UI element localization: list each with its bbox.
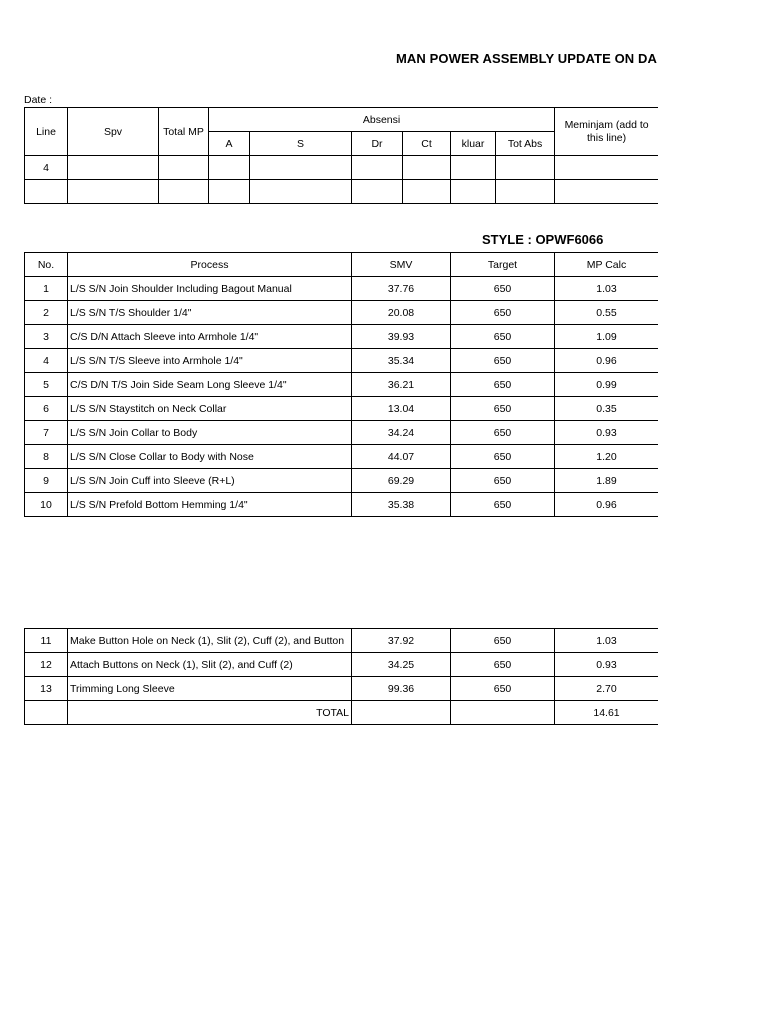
cell-ct[interactable]	[403, 180, 451, 204]
cell-smv[interactable]: 44.07	[352, 445, 451, 469]
cell-process[interactable]: Attach Buttons on Neck (1), Slit (2), and Cuff (2)	[68, 653, 352, 677]
cell-target[interactable]: 650	[451, 373, 555, 397]
cell-smv[interactable]: 20.08	[352, 301, 451, 325]
cell-total-mp[interactable]	[159, 180, 209, 204]
cell-no[interactable]: 6	[25, 397, 68, 421]
cell-process[interactable]: Make Button Hole on Neck (1), Slit (2), Cuff (2), and Button	[68, 629, 352, 653]
cell-process[interactable]: L/S S/N Join Shoulder Including Bagout Manual	[68, 277, 352, 301]
table-row	[25, 493, 659, 517]
table-row	[25, 421, 659, 445]
cell-process[interactable]: L/S S/N T/S Shoulder 1/4"	[68, 301, 352, 325]
cell-line[interactable]: 4	[25, 156, 68, 180]
cell-target[interactable]: 650	[451, 277, 555, 301]
cell-total-mp[interactable]	[159, 156, 209, 180]
cell-s[interactable]	[250, 180, 352, 204]
cell-no[interactable]: 1	[25, 277, 68, 301]
cell-tot-abs[interactable]	[496, 156, 555, 180]
cell-process[interactable]: L/S S/N T/S Sleeve into Armhole 1/4"	[68, 349, 352, 373]
cell-no[interactable]: 2	[25, 301, 68, 325]
table-row	[25, 349, 659, 373]
col-header-mp-calc: MP Calc	[555, 253, 659, 277]
cell-process[interactable]: L/S S/N Close Collar to Body with Nose	[68, 445, 352, 469]
table-row	[25, 325, 659, 349]
cell-smv[interactable]: 35.38	[352, 493, 451, 517]
cell-tot-abs[interactable]	[496, 180, 555, 204]
cell-target[interactable]: 650	[451, 349, 555, 373]
cell-a[interactable]	[209, 180, 250, 204]
col-header-no: No.	[25, 253, 68, 277]
cell-process[interactable]: L/S S/N Join Cuff into Sleeve (R+L)	[68, 469, 352, 493]
table-row	[25, 653, 659, 677]
absensi-table	[24, 107, 658, 204]
cell-mp-calc[interactable]: 2.70	[555, 677, 659, 701]
cell-kluar[interactable]	[451, 180, 496, 204]
page-title: MAN POWER ASSEMBLY UPDATE ON DA	[396, 51, 657, 66]
cell-target[interactable]: 650	[451, 493, 555, 517]
col-header-ct: Ct	[403, 132, 451, 156]
col-header-process: Process	[68, 253, 352, 277]
col-header-line: Line	[25, 108, 68, 156]
cell-no[interactable]: 11	[25, 629, 68, 653]
col-header-a: A	[209, 132, 250, 156]
cell-smv[interactable]: 37.76	[352, 277, 451, 301]
cell-process[interactable]: C/S D/N Attach Sleeve into Armhole 1/4"	[68, 325, 352, 349]
cell-mp-calc[interactable]: 0.55	[555, 301, 659, 325]
col-header-meminjam: Meminjam (add to this line)	[555, 108, 658, 156]
cell-no[interactable]: 5	[25, 373, 68, 397]
col-header-tot-abs: Tot Abs	[496, 132, 555, 156]
table-row	[25, 301, 659, 325]
table-header-row	[25, 253, 659, 277]
cell-smv[interactable]: 35.34	[352, 349, 451, 373]
cell-mp-calc[interactable]: 1.03	[555, 629, 659, 653]
process-table-continued	[24, 628, 658, 725]
cell-smv[interactable]: 69.29	[352, 469, 451, 493]
col-header-smv: SMV	[352, 253, 451, 277]
col-header-absensi: Absensi	[209, 108, 555, 132]
cell-process[interactable]: L/S S/N Prefold Bottom Hemming 1/4"	[68, 493, 352, 517]
style-label: STYLE : OPWF6066	[482, 232, 604, 247]
table-row	[25, 180, 659, 204]
cell-meminjam[interactable]	[555, 180, 658, 204]
cell-spv[interactable]	[68, 180, 159, 204]
cell-process[interactable]: C/S D/N T/S Join Side Seam Long Sleeve 1/4"	[68, 373, 352, 397]
cell-target[interactable]: 650	[451, 301, 555, 325]
cell-no[interactable]: 9	[25, 469, 68, 493]
table-row	[25, 677, 659, 701]
cell-a[interactable]	[209, 156, 250, 180]
col-header-spv: Spv	[68, 108, 159, 156]
col-header-target: Target	[451, 253, 555, 277]
cell-smv[interactable]: 36.21	[352, 373, 451, 397]
cell-target[interactable]: 650	[451, 469, 555, 493]
table-row	[25, 397, 659, 421]
cell-mp-calc[interactable]: 1.20	[555, 445, 659, 469]
cell-mp-calc[interactable]: 0.99	[555, 373, 659, 397]
process-table	[24, 252, 658, 517]
cell-process[interactable]: Trimming Long Sleeve	[68, 677, 352, 701]
cell-smv[interactable]: 34.24	[352, 421, 451, 445]
col-header-s: S	[250, 132, 352, 156]
cell-line[interactable]	[25, 180, 68, 204]
table-row	[25, 156, 659, 180]
cell-process[interactable]: L/S S/N Staystitch on Neck Collar	[68, 397, 352, 421]
cell-smv[interactable]: 37.92	[352, 629, 451, 653]
col-header-dr: Dr	[352, 132, 403, 156]
cell-total-mp-calc[interactable]: 14.61	[555, 701, 659, 725]
cell-dr[interactable]	[352, 156, 403, 180]
cell-mp-calc[interactable]: 0.35	[555, 397, 659, 421]
cell-no[interactable]: 7	[25, 421, 68, 445]
cell-kluar[interactable]	[451, 156, 496, 180]
cell-target[interactable]: 650	[451, 653, 555, 677]
cell-no[interactable]: 4	[25, 349, 68, 373]
cell-dr[interactable]	[352, 180, 403, 204]
cell-target[interactable]: 650	[451, 325, 555, 349]
cell-smv[interactable]: 99.36	[352, 677, 451, 701]
cell-mp-calc[interactable]: 0.93	[555, 421, 659, 445]
cell-mp-calc[interactable]: 0.96	[555, 349, 659, 373]
col-header-kluar: kluar	[451, 132, 496, 156]
cell-mp-calc[interactable]: 1.89	[555, 469, 659, 493]
cell-smv[interactable]: 13.04	[352, 397, 451, 421]
table-row	[25, 629, 659, 653]
cell-total-smv[interactable]	[352, 701, 451, 725]
cell-mp-calc[interactable]: 0.96	[555, 493, 659, 517]
cell-process[interactable]: L/S S/N Join Collar to Body	[68, 421, 352, 445]
table-row	[25, 469, 659, 493]
table-row	[25, 373, 659, 397]
col-header-total-mp: Total MP	[159, 108, 209, 156]
cell-mp-calc[interactable]: 1.09	[555, 325, 659, 349]
cell-smv[interactable]: 39.93	[352, 325, 451, 349]
cell-no[interactable]: 3	[25, 325, 68, 349]
total-row	[25, 701, 659, 725]
cell-meminjam[interactable]	[555, 156, 658, 180]
table-row	[25, 277, 659, 301]
cell-no[interactable]: 10	[25, 493, 68, 517]
cell-target[interactable]: 650	[451, 677, 555, 701]
cell-spv[interactable]	[68, 156, 159, 180]
cell-mp-calc[interactable]: 0.93	[555, 653, 659, 677]
cell-no[interactable]: 8	[25, 445, 68, 469]
cell-target[interactable]: 650	[451, 445, 555, 469]
table-row	[25, 445, 659, 469]
cell-no[interactable]: 13	[25, 677, 68, 701]
cell-target[interactable]: 650	[451, 397, 555, 421]
cell-no[interactable]: 12	[25, 653, 68, 677]
cell-target[interactable]: 650	[451, 629, 555, 653]
total-label[interactable]: TOTAL	[68, 701, 352, 725]
cell-mp-calc[interactable]: 1.03	[555, 277, 659, 301]
cell-target[interactable]: 650	[451, 421, 555, 445]
cell-s[interactable]	[250, 156, 352, 180]
cell-smv[interactable]: 34.25	[352, 653, 451, 677]
date-label: Date :	[24, 94, 53, 106]
cell-total-target[interactable]	[451, 701, 555, 725]
cell-ct[interactable]	[403, 156, 451, 180]
cell-no[interactable]	[25, 701, 68, 725]
